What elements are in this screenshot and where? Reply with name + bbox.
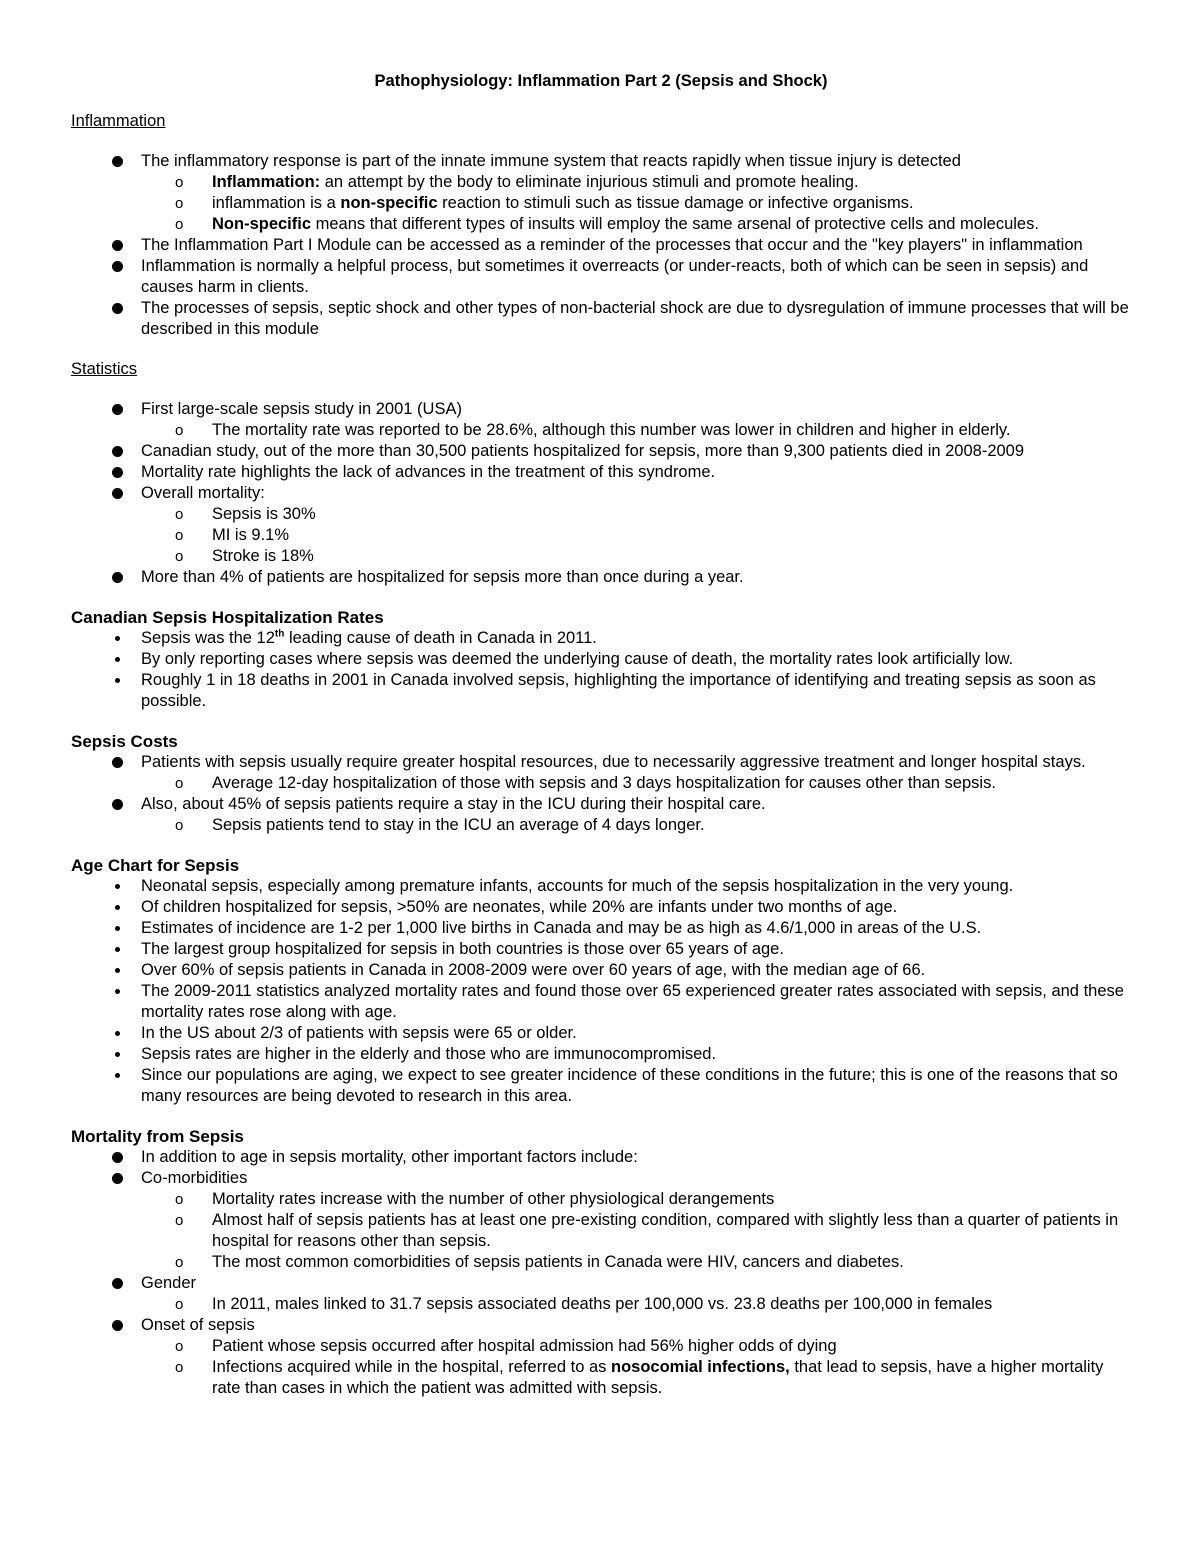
list-item: Of children hospitalized for sepsis, >50% are neonates, while 20% are infants under two months of age.	[71, 897, 1131, 918]
document-title: Pathophysiology: Inflammation Part 2 (Sepsis and Shock)	[374, 72, 828, 90]
list-item: By only reporting cases where sepsis was deemed the underlying cause of death, the mortality rates look artificially low.	[71, 649, 1131, 670]
list-item: The largest group hospitalized for sepsis in both countries is those over 65 years of age.	[71, 939, 1131, 960]
sub-list-item: o Almost half of sepsis patients has at least one pre-existing condition, compared with slightly less than a quarter of patients in hospital for reasons other than sepsis.	[71, 1210, 1131, 1252]
list-item: More than 4% of patients are hospitalized for sepsis more than once during a year.	[71, 567, 1131, 588]
list-item: Also, about 45% of sepsis patients require a stay in the ICU during their hospital care.	[71, 794, 1131, 815]
list-item: Inflammation is normally a helpful process, but sometimes it overreacts (or under-reacts, both of which can be seen in sepsis) and causes harm in clients.	[71, 256, 1131, 298]
list-item: Gender	[71, 1273, 1131, 1294]
rates-list	[71, 628, 1131, 712]
sub-list-item: o MI is 9.1%	[71, 525, 1131, 546]
sub-list-item: o Patient whose sepsis occurred after hospital admission had 56% higher odds of dying	[71, 1336, 1131, 1357]
item-text: means that different types of insults will employ the same arsenal of protective cells and molecules.	[311, 215, 1039, 233]
inflammation-list	[71, 151, 1131, 340]
sub-list-item	[71, 1357, 1131, 1399]
item-text: reaction to stimuli such as tissue damage or infective organisms.	[437, 194, 914, 212]
list-item: Patients with sepsis usually require greater hospital resources, due to necessarily aggressive treatment and longer hospital stays.	[71, 752, 1131, 773]
superscript: th	[274, 628, 285, 640]
list-item: Overall mortality:	[71, 483, 1131, 504]
list-item: In the US about 2/3 of patients with sepsis were 65 or older.	[71, 1023, 1131, 1044]
mortality-heading: Mortality from Sepsis	[71, 1127, 244, 1146]
statistics-heading: Statistics	[71, 360, 138, 378]
list-item	[71, 628, 1131, 649]
bold-term: non-specific	[340, 194, 438, 212]
sub-list-item: o Stroke is 18%	[71, 546, 1131, 567]
bold-term: nosocomial infections,	[610, 1358, 790, 1376]
sub-list-item: o Average 12-day hospitalization of those with sepsis and 3 days hospitalization for causes other than sepsis.	[71, 773, 1131, 794]
list-item: Canadian study, out of the more than 30,500 patients hospitalized for sepsis, more than 9,300 patients died in 2008-2009	[71, 441, 1131, 462]
list-item: Mortality rate highlights the lack of advances in the treatment of this syndrome.	[71, 462, 1131, 483]
list-item: Co-morbidities	[71, 1168, 1131, 1189]
rates-heading: Canadian Sepsis Hospitalization Rates	[71, 608, 384, 627]
list-item: The 2009-2011 statistics analyzed mortality rates and found those over 65 experienced greater rates associated with sepsis, and these mortality rates rose along with age.	[71, 981, 1131, 1023]
item-text: Infections acquired while in the hospital, referred to as	[212, 1358, 611, 1376]
document-page	[71, 70, 1131, 1399]
sub-list-item: o Sepsis is 30%	[71, 504, 1131, 525]
list-item: In addition to age in sepsis mortality, other important factors include:	[71, 1147, 1131, 1168]
sub-list-item: o Sepsis patients tend to stay in the ICU an average of 4 days longer.	[71, 815, 1131, 836]
item-text: Sepsis was the 12	[141, 629, 275, 647]
list-item: Roughly 1 in 18 deaths in 2001 in Canada involved sepsis, highlighting the importance of identifying and treating sepsis as soon as possible.	[71, 670, 1131, 712]
sub-list-item	[71, 214, 1131, 235]
item-text: that lead to sepsis, have a higher mortality rate than cases in which the patient was admitted with sepsis.	[212, 1358, 1104, 1397]
sub-list-item	[71, 172, 1131, 193]
mortality-list	[71, 1147, 1131, 1399]
list-item: Onset of sepsis	[71, 1315, 1131, 1336]
sub-list-item: o The most common comorbidities of sepsis patients in Canada were HIV, cancers and diabetes.	[71, 1252, 1131, 1273]
list-item: The Inflammation Part I Module can be accessed as a reminder of the processes that occur and the "key players" in inflammation	[71, 235, 1131, 256]
item-text: inflammation is a	[212, 194, 341, 212]
age-list	[71, 876, 1131, 1107]
list-item: Since our populations are aging, we expect to see greater incidence of these conditions in the future; this is one of the reasons that so many resources are being devoted to research in this area.	[71, 1065, 1131, 1107]
list-item: First large-scale sepsis study in 2001 (USA)	[71, 399, 1131, 420]
list-item: The processes of sepsis, septic shock and other types of non-bacterial shock are due to dysregulation of immune processes that will be described in this module	[71, 298, 1131, 340]
list-item: Neonatal sepsis, especially among premature infants, accounts for much of the sepsis hospitalization in the very young.	[71, 876, 1131, 897]
sub-list-item: o Mortality rates increase with the number of other physiological derangements	[71, 1189, 1131, 1210]
sub-list-item	[71, 193, 1131, 214]
sub-list-item: o The mortality rate was reported to be 28.6%, although this number was lower in children and higher in elderly.	[71, 420, 1131, 441]
costs-heading: Sepsis Costs	[71, 732, 178, 751]
list-item: Sepsis rates are higher in the elderly and those who are immunocompromised.	[71, 1044, 1131, 1065]
bold-term: Non-specific	[212, 215, 312, 233]
inflammation-heading: Inflammation	[71, 112, 166, 130]
item-text: an attempt by the body to eliminate injurious stimuli and promote healing.	[320, 173, 859, 191]
bold-term: Inflammation:	[212, 173, 321, 191]
sub-list-item: o In 2011, males linked to 31.7 sepsis associated deaths per 100,000 vs. 23.8 deaths per 100,000 in females	[71, 1294, 1131, 1315]
age-heading: Age Chart for Sepsis	[71, 856, 240, 875]
item-text: leading cause of death in Canada in 2011.	[284, 629, 597, 647]
statistics-list	[71, 399, 1131, 588]
list-item: Estimates of incidence are 1-2 per 1,000 live births in Canada and may be as high as 4.6/1,000 in areas of the U.S.	[71, 918, 1131, 939]
list-item: The inflammatory response is part of the innate immune system that reacts rapidly when tissue injury is detected	[71, 151, 1131, 172]
costs-list	[71, 752, 1131, 836]
list-item: Over 60% of sepsis patients in Canada in 2008-2009 were over 60 years of age, with the median age of 66.	[71, 960, 1131, 981]
